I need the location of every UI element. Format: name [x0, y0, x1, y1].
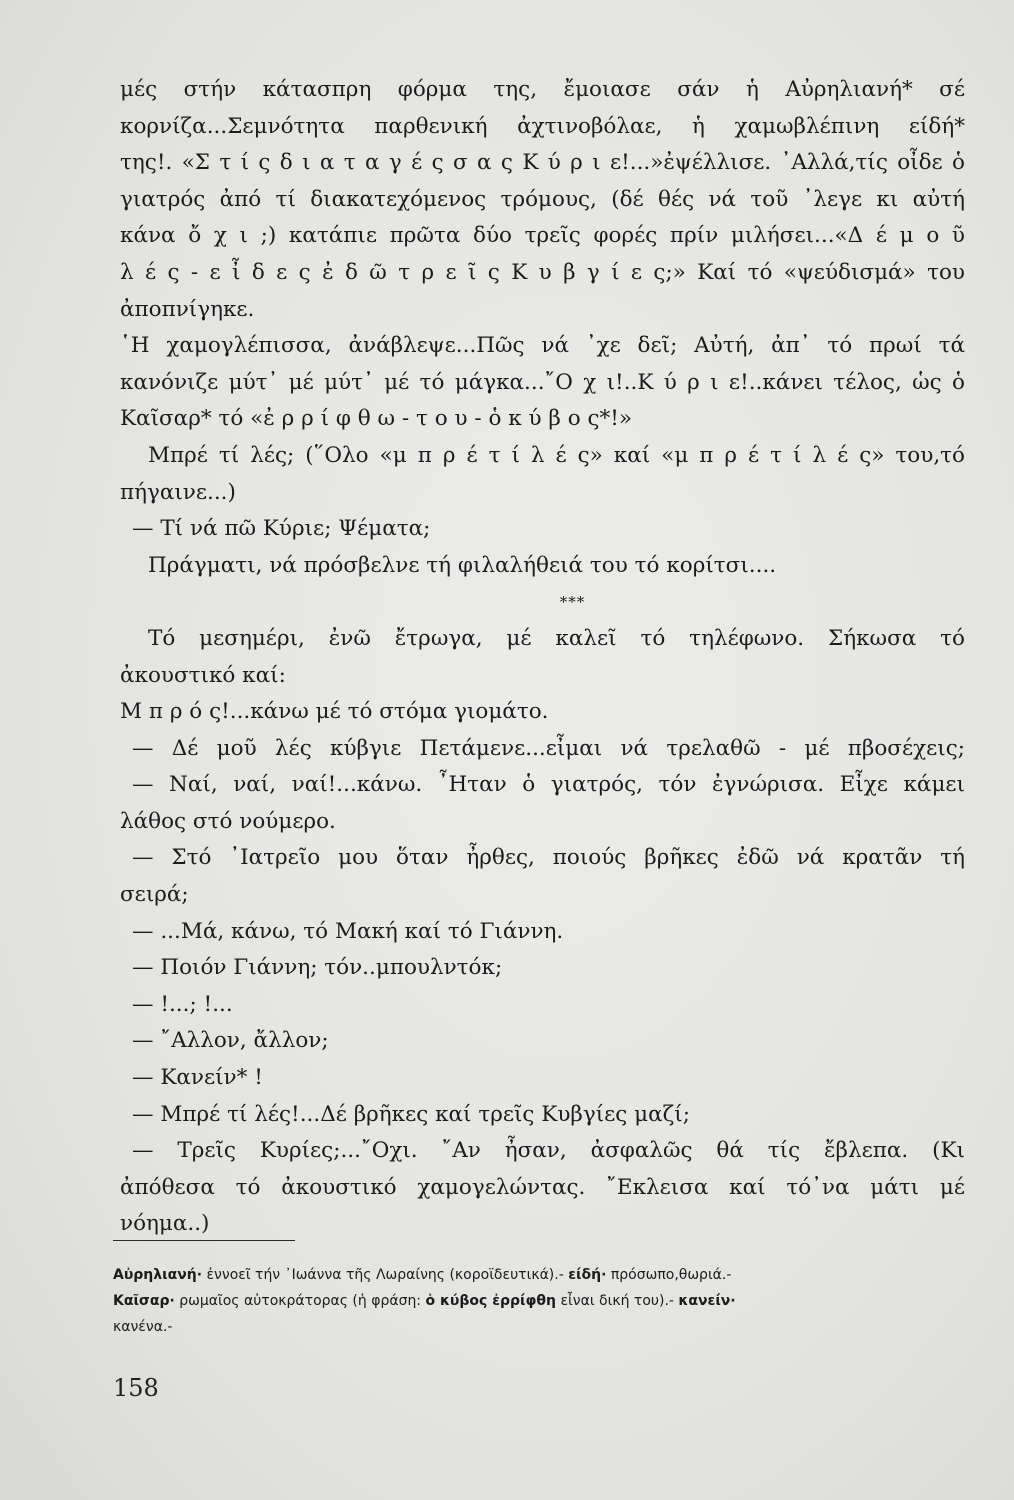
page-number: 158	[113, 1374, 159, 1402]
footnote-line	[113, 1288, 965, 1314]
text-line: Τό μεσημέρι, ἐνῶ ἔτρωγα, μέ καλεῖ τό τηλέφωνο. Σήκωσα τό	[148, 625, 965, 651]
footnote-rule	[113, 1240, 295, 1241]
dialogue-line: — ...Μά, κάνω, τό Μακή καί τό Γιάννη.	[132, 918, 564, 944]
text-line: ἀκουστικό καί:	[120, 662, 286, 688]
text-line: γιατρός ἀπό τί διακατεχόμενος τρόμους, (δέ θές νά τοῦ ᾿λεγε κι αὐτή	[120, 186, 965, 212]
footnote-text: εἶναι δική του).-	[556, 1293, 679, 1309]
dialogue-line: — Ποιόν Γιάννη; τόν..μπουλντόκ;	[132, 955, 503, 981]
footnotes	[113, 1262, 965, 1340]
text-line: ἀπόθεσα τό ἀκουστικό χαμογελώντας. ῎Εκλεισα καί τό᾿να μάτι μέ	[120, 1174, 965, 1200]
text-line: ἀποπνίγηκε.	[120, 296, 255, 322]
main-text	[120, 72, 965, 1243]
footnote-term: είδή·	[568, 1267, 607, 1283]
footnote-term: ὁ κύβος ἐρρίφθη	[425, 1293, 557, 1309]
text-line: ῾Η χαμογλέπισσα, ἀνάβλεψε...Πῶς νά ᾿χε δεῖ; Αὐτή, ἀπ᾿ τό πρωί τά	[120, 333, 965, 359]
dialogue-line: — Τί νά πῶ Κύριε; Ψέματα;	[132, 516, 431, 542]
footnote-term: Αὐρηλιανή·	[113, 1267, 203, 1283]
text-line: μές στήν κάτασπρη φόρμα της, ἔμοιασε σάν ἡ Αὐρηλιανή* σέ	[120, 77, 965, 102]
footnote-line	[113, 1314, 965, 1340]
section-separator: ***	[559, 593, 586, 612]
text-line: λ έ ς - ε ἶ δ ε ς ἐ δ ῶ τ ρ ε ῖ ς Κ υ β γ ί ε ς;» Καί τό «ψεύδισμά» του	[120, 259, 965, 285]
dialogue-line: — Μπρέ τί λές!...Δέ βρῆκες καί τρεῖς Κυβγίες μαζί;	[132, 1101, 690, 1127]
text-line: σειρά;	[120, 882, 189, 908]
dialogue-line: — Τρεῖς Κυρίες;...῎Οχι. ῎Αν ἦσαν, ἀσφαλῶς θά τίς ἔβλεπα. (Κι	[132, 1138, 965, 1164]
text-line: πήγαινε...)	[120, 479, 236, 505]
footnote-text: ρωμαῖος αὐτοκράτορας (ἡ φράση:	[174, 1293, 426, 1309]
text-line: Καῖσαρ* τό «ἐ ρ ρ ί φ θ ω - τ ο υ - ὁ κ ύ β ο ς*!»	[120, 406, 633, 432]
text-line: νόημα..)	[120, 1211, 210, 1237]
dialogue-line: — Στό ᾿Ιατρεῖο μου ὅταν ἦρθες, ποιούς βρῆκες ἐδῶ νά κρατᾶν τή	[132, 845, 965, 871]
footnote-term: Καῖσαρ·	[113, 1293, 175, 1309]
text-line: Μπρέ τί λές; (῞Ολο «μ π ρ έ τ ί λ έ ς» καί «μ π ρ έ τ ί λ έ ς» του,τό	[148, 442, 965, 468]
footnote-text: κανένα.-	[113, 1319, 173, 1335]
text-line: της!. «Σ τ ί ς δ ι α τ α γ έ ς σ α ς Κ ύ ρ ι ε!...»ἐψέλλισε. ᾿Αλλά,τίς οἶδε ὁ	[120, 150, 965, 176]
text-line: λάθος στό νούμερο.	[120, 808, 336, 834]
footnote-text: πρόσωπο,θωριά.-	[606, 1267, 732, 1283]
dialogue-line: — Δέ μοῦ λές κύβγιε Πετάμενε...εἶμαι νά τρελαθῶ - μέ πβοσέχεις;	[132, 735, 965, 761]
text-line: κανόνιζε μύτ᾿ μέ μύτ᾿ μέ τό μάγκα...῎Ο χ ι!..Κ ύ ρ ι ε!..κάνει τέλος, ὡς ὁ	[120, 369, 965, 395]
text-line: Πράγματι, νά πρόσβελνε τή φιλαλήθειά του τό κορίτσι....	[148, 552, 777, 578]
dialogue-line: — !...; !...	[132, 991, 233, 1017]
footnote-line	[113, 1262, 965, 1288]
dialogue-line: — Ναί, ναί, ναί!...κάνω. ῏Ηταν ὁ γιατρός, τόν ἐγνώρισα. Εἶχε κάμει	[132, 772, 965, 798]
text-line: Μ π ρ ό ς!...κάνω μέ τό στόμα γιομάτο.	[120, 699, 549, 725]
footnote-text: ἐννοεῖ τήν ᾿Ιωάννα τῆς Λωραίνης (κοροϊδευτικά).-	[202, 1267, 569, 1283]
footnote-term: κανείν·	[678, 1293, 736, 1309]
dialogue-line: — Κανείν* !	[132, 1065, 263, 1091]
text-line: κορνίζα...Σεμνότητα παρθενική ἀχτινοβόλαε, ἡ χαμωβλέπινη είδή*	[120, 113, 965, 139]
text-line: κάνα ὄ χ ι ;) κατάπιε πρῶτα δύο τρεῖς φορές πρίν μιλήσει...«Δ έ μ ο ῦ	[120, 223, 965, 249]
dialogue-line: — ῎Αλλον, ἄλλον;	[132, 1028, 329, 1054]
